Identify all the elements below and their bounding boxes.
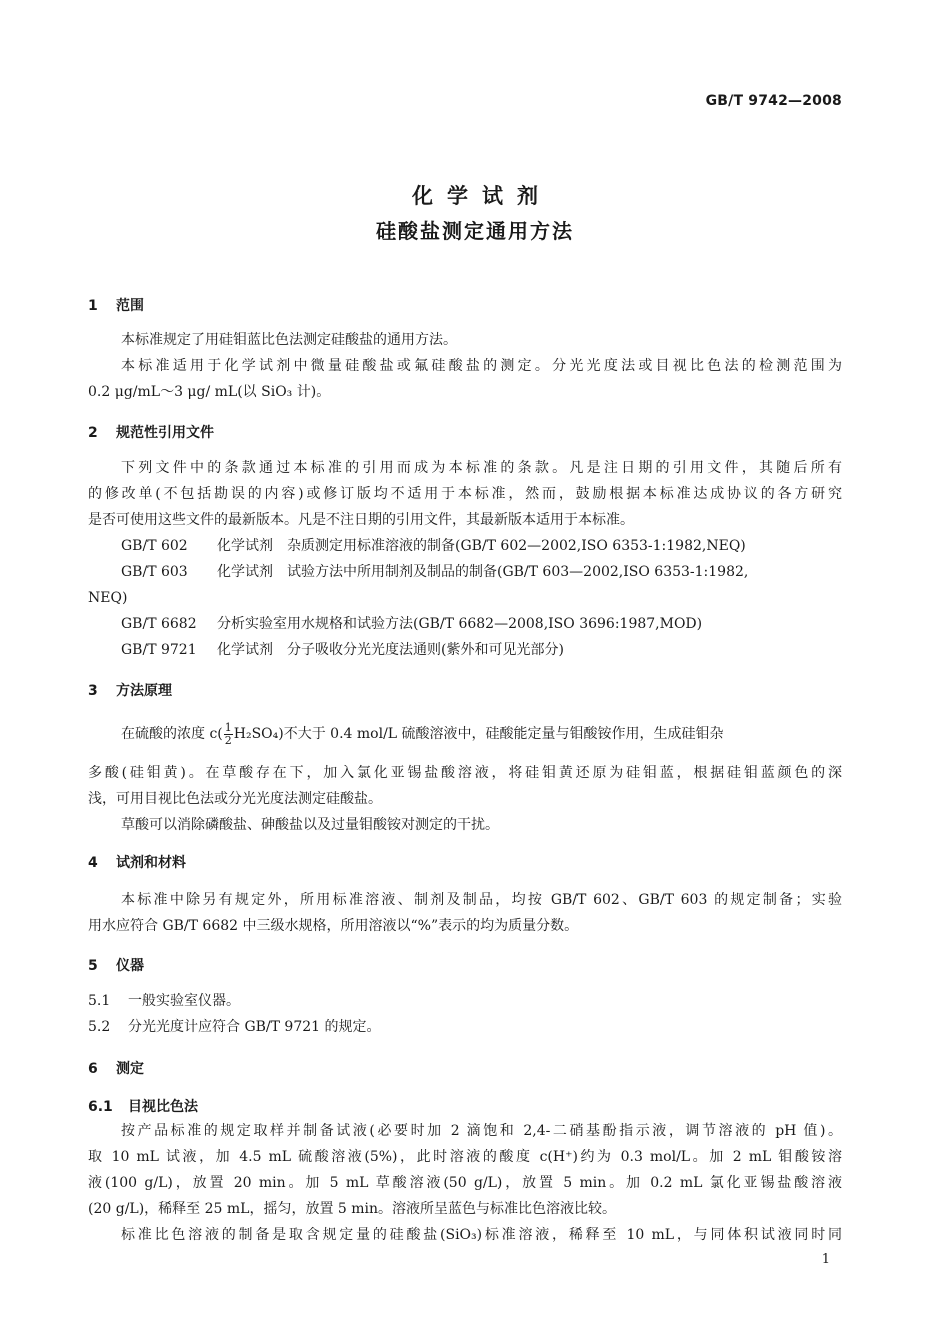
paragraph-line: 草酸可以消除磷酸盐、砷酸盐以及过量钼酸铵对测定的干扰。: [121, 817, 499, 833]
section-heading-2: 2 规范性引用文件: [88, 425, 214, 441]
paragraph-line: 多酸(硅钼黄)。在草酸存在下，加入氯化亚锡盐酸溶液，将硅钼黄还原为硅钼蓝，根据硅钼蓝颜色的深: [88, 765, 842, 781]
paragraph-line: 下列文件中的条款通过本标准的引用而成为本标准的条款。凡是注日期的引用文件，其随后所有: [121, 460, 842, 476]
paragraph-line: 本标准中除另有规定外，所用标准溶液、制剂及制品，均按 GB/T 602、GB/T 603 的规定制备；实验: [121, 892, 842, 908]
document-subtitle: 硅酸盐测定通用方法: [376, 219, 574, 243]
paragraph-line: 本标准规定了用硅钼蓝比色法测定硅酸盐的通用方法。: [121, 332, 457, 348]
list-item: 5.2 分光光度计应符合 GB/T 9721 的规定。: [88, 1019, 381, 1035]
paragraph-line: (20 g/L)，稀释至 25 mL，摇匀，放置 5 min。溶液所呈蓝色与标准比色溶液比较。: [88, 1201, 617, 1217]
section-heading-6: 6 测定: [88, 1061, 144, 1077]
document-title: 化学试剂: [412, 184, 552, 208]
paragraph-line: 是否可使用这些文件的最新版本。凡是不注日期的引用文件，其最新版本适用于本标准。: [88, 512, 634, 528]
reference-item: GB/T 603 化学试剂 试验方法中所用制剂及制品的制备(GB/T 603—2002,ISO 6353-1:1982,: [121, 564, 749, 580]
paragraph-line: 标准比色溶液的制备是取含规定量的硅酸盐(SiO₃)标准溶液，稀释至 10 mL，与同体积试液同时同: [121, 1227, 842, 1243]
page-number: 1: [821, 1252, 830, 1267]
reference-item-continuation: NEQ): [88, 590, 128, 606]
fraction: $\frac{1}{2}$: [224, 720, 232, 747]
paragraph-line: 本标准适用于化学试剂中微量硅酸盐或氟硅酸盐的测定。分光光度法或目视比色法的检测范围为: [121, 358, 842, 374]
list-item: 5.1 一般实验室仪器。: [88, 993, 240, 1009]
paragraph-line: 的修改单(不包括勘误的内容)或修订版均不适用于本标准，然而，鼓励根据本标准达成协议的各方研究: [88, 486, 842, 502]
section-heading-4: 4 试剂和材料: [88, 855, 186, 871]
paragraph-line: 按产品标准的规定取样并制备试液(必要时加 2 滴饱和 2,4-二硝基酚指示液，调节溶液的 pH 值)。: [121, 1123, 842, 1139]
paragraph-line: 浅，可用目视比色法或分光光度法测定硅酸盐。: [88, 791, 382, 807]
paragraph-line: 0.2 μg/mL～3 μg/ mL(以 SiO₃ 计)。: [88, 384, 331, 400]
section-heading-1: 1 范围: [88, 298, 144, 314]
paragraph-line: 用水应符合 GB/T 6682 中三级水规格，所用溶液以“%”表示的均为质量分数。: [88, 918, 579, 934]
section-heading-3: 3 方法原理: [88, 683, 172, 699]
reference-item: GB/T 9721 化学试剂 分子吸收分光光度法通则(紫外和可见光部分): [121, 642, 564, 658]
paragraph-line: 液(100 g/L)，放置 20 min。加 5 mL 草酸溶液(50 g/L)，放置 5 min。加 0.2 mL 氯化亚锡盐酸溶液: [88, 1175, 842, 1191]
reference-item: GB/T 602 化学试剂 杂质测定用标准溶液的制备(GB/T 602—2002,ISO 6353-1:1982,NEQ): [121, 538, 746, 554]
reference-item: GB/T 6682 分析实验室用水规格和试验方法(GB/T 6682—2008,ISO 3696:1987,MOD): [121, 616, 703, 632]
standard-code: GB/T 9742—2008: [705, 93, 842, 109]
paragraph-line: 在硫酸的浓度 c( $\frac{1}{2}$ H₂SO₄)不大于 0.4 mol/L 硫酸溶液中，硅酸能定量与钼酸铵作用，生成硅钼杂: [121, 720, 724, 747]
section-heading-5: 5 仪器: [88, 958, 144, 974]
subsection-heading-6-1: 6.1 目视比色法: [88, 1099, 198, 1115]
paragraph-line: 取 10 mL 试液，加 4.5 mL 硫酸溶液(5%)，此时溶液的酸度 c(H⁺)约为 0.3 mol/L。加 2 mL 钼酸铵溶: [88, 1149, 842, 1165]
